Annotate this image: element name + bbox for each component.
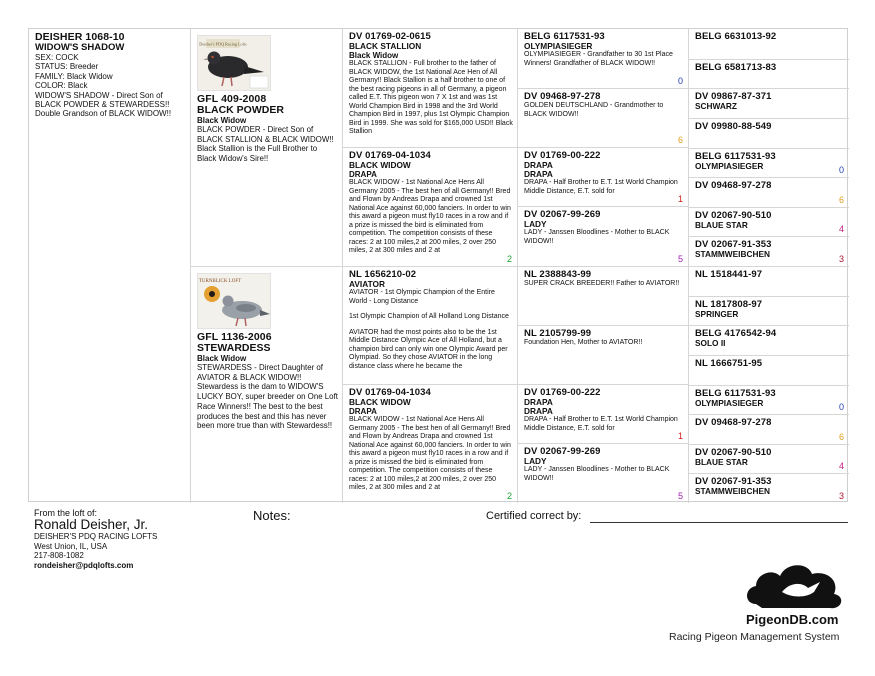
gen4-id: BELG 6117531-93 (695, 387, 776, 399)
gen4-cell (688, 414, 849, 444)
gen2-description: BLACK WIDOW - 1st National Ace Hens All Germany 2005 - The best hen of all Germany!! Bred and Flown by Andreas Drapa and crowned 1st National Ace against 60,000 fanciers. In order to win this award a pigeon must fly10 races in a row and if a prize is missed the bird is eliminated from competition. The competition consists of these races: 2 at 100 miles,2 at 200 miles, 2 over 250 miles, 2 at 300 miles and 2 at (349, 416, 511, 491)
gen4-id: BELG 6117531-93 (695, 150, 776, 162)
gen3-cell (517, 384, 688, 443)
generation-number: 4 (838, 461, 844, 472)
loft-phone: 217-808-1082 (34, 551, 84, 560)
gen3-description: SUPER CRACK BREEDER!! Father to AVIATOR!! (524, 280, 680, 287)
gen4-name: STAMMWEIBCHEN (695, 249, 770, 260)
gen4-id: BELG 4176542-94 (695, 328, 777, 340)
gen2-description-line: AVIATOR had the most points also to be the 1st Middle Distance Olympic Ace of All Holland, but a champion bird can only win one Olympic Award per Olympiad. So they chose AVIATOR in the long distance class where he became the (349, 328, 508, 370)
gen3-description: DRAPA - Half Brother to E.T. 1st World Champion Middle Distance, E.T. sold for (524, 179, 678, 195)
dam-id: GFL 1136-2006 (197, 331, 272, 343)
brand-name[interactable]: PigeonDB.com (746, 612, 839, 627)
gen3-id: DV 09468-97-278 (524, 91, 601, 102)
gen4-id: DV 02067-90-510 (695, 446, 772, 458)
gen3-description: DRAPA - Half Brother to E.T. 1st World Champion Middle Distance, E.T. sold for (524, 416, 678, 432)
dam-photo (197, 273, 271, 329)
subject-family: FAMILY: Black Widow (35, 71, 113, 81)
gen4-name: OLYMPIASIEGER (695, 397, 764, 408)
gen4-id: NL 1817808-97 (695, 298, 763, 310)
gen4-id: DV 02067-90-510 (695, 209, 772, 221)
gen3-name: DRAPA (524, 397, 553, 407)
pigeon-photo-icon (198, 36, 271, 91)
subject-sex: SEX: COCK (35, 53, 79, 62)
gen3-cell (517, 325, 688, 384)
gen4-name: OLYMPIASIEGER (695, 160, 764, 171)
gen2-id: DV 01769-04-1034 (349, 150, 431, 161)
loft-city: West Union, IL, USA (34, 541, 108, 551)
loft-name: DEISHER'S PDQ RACING LOFTS (34, 532, 158, 541)
gen2-cell (342, 29, 517, 147)
gen3-cell (517, 266, 688, 325)
gen4-cell (688, 444, 849, 474)
gen3-cell (517, 29, 688, 88)
pedigree-chart (28, 28, 848, 502)
generation-number: 6 (838, 194, 844, 205)
gen4-cell (688, 236, 849, 266)
gen4-id: DV 09867-87-371 (695, 91, 772, 103)
gen2-cell (342, 384, 517, 503)
gen4-id: NL 1666751-95 (695, 357, 763, 369)
owner-block (34, 508, 157, 570)
generation-number: 5 (677, 254, 683, 264)
gen4-cell (688, 118, 849, 148)
generation-number: 5 (677, 491, 683, 501)
gen3-family: DRAPA (524, 169, 553, 179)
gen4-cell (688, 207, 849, 237)
sire-photo-caption: Deisher's PDQ Racing Lofts (199, 41, 247, 47)
subject-details (35, 53, 186, 119)
generation-number: 0 (838, 165, 844, 176)
gen4-id: BELG 6631013-92 (695, 31, 777, 42)
gen3-description: OLYMPIASIEGER - Grandfather to 30 1st Place Winners! Grandfather of BLACK WIDOW!! (524, 51, 673, 67)
generation-number: 1 (677, 431, 683, 441)
sire-id: GFL 409-2008 (197, 93, 267, 105)
gen3-id: BELG 6117531-93 (524, 31, 605, 42)
gen2-name: BLACK WIDOW (349, 397, 411, 407)
gen2-name: BLACK WIDOW (349, 160, 411, 170)
gen4-name: BLAUE STAR (695, 219, 748, 230)
gen2-description (349, 289, 513, 371)
gen4-id: DV 09468-97-278 (695, 180, 772, 192)
gen3-name: DRAPA (524, 160, 553, 170)
gen3-id: NL 2388843-99 (524, 269, 592, 280)
gen2-family: Black Widow (349, 51, 399, 60)
subject-color: COLOR: Black (35, 81, 88, 91)
signature-line[interactable] (590, 522, 848, 523)
gen3-id: DV 02067-99-269 (524, 446, 601, 457)
gen3-id: DV 02067-99-269 (524, 209, 601, 220)
gen4-cell (688, 325, 849, 355)
gen2-description-line: 1st Olympic Champion of All Holland Long Distance (349, 313, 509, 320)
generation-number: 0 (677, 76, 683, 86)
gen3-description: LADY - Janssen Bloodlines - Mother to BLACK WIDOW!! (524, 229, 670, 245)
gen3-cell (517, 88, 688, 147)
sire-family: Black Widow (197, 116, 247, 125)
certified-label: Certified correct by: (486, 510, 582, 522)
gen4-name: SCHWARZ (695, 101, 737, 112)
generation-number: 6 (838, 431, 844, 442)
gen2-cell (342, 266, 517, 384)
sire-cell (190, 29, 342, 266)
brand-tagline: Racing Pigeon Management System (669, 631, 840, 643)
generation-number: 2 (506, 254, 512, 264)
gen2-id: NL 1656210-02 (349, 269, 417, 280)
gen4-name: BLAUE STAR (695, 456, 748, 467)
gen3-description: LADY - Janssen Bloodlines - Mother to BLACK WIDOW!! (524, 466, 670, 482)
gen4-id: DV 09468-97-278 (695, 417, 772, 429)
gen4-id: NL 1518441-97 (695, 269, 763, 280)
generation-number: 2 (506, 491, 512, 501)
gen4-cell (688, 355, 849, 385)
gen2-id: DV 01769-04-1034 (349, 387, 431, 398)
subject-cell (29, 29, 190, 503)
gen4-name: SPRINGER (695, 308, 739, 319)
gen3-cell (517, 147, 688, 206)
gen4-cell (688, 473, 849, 503)
gen3-name: OLYMPIASIEGER (524, 41, 593, 51)
subject-id: DEISHER 1068-10 (35, 31, 125, 43)
generation-number: 0 (838, 402, 844, 413)
sire-description: BLACK POWDER - Direct Son of BLACK STALLION & BLACK WIDOW!! Black Stallion is the Full Brother to Black Widow's Sire!! (197, 125, 334, 164)
gen2-id: DV 01769-02-0615 (349, 31, 431, 42)
gen4-name: STAMMWEIBCHEN (695, 486, 770, 497)
generation-number: 1 (677, 194, 683, 204)
generation-number: 6 (677, 135, 683, 145)
sire-name: BLACK POWDER (197, 104, 284, 116)
gen3-family: DRAPA (524, 406, 553, 416)
gen3-description: Foundation Hen, Mother to AVIATOR!! (524, 339, 643, 346)
gen4-cell (688, 88, 849, 118)
from-label: From the loft of: (34, 508, 98, 518)
generation-number: 4 (838, 224, 844, 235)
dam-cell (190, 266, 342, 503)
generation-number: 3 (838, 491, 844, 501)
gen3-cell (517, 206, 688, 266)
gen4-id: DV 02067-91-353 (695, 476, 772, 488)
gen4-id: BELG 6581713-83 (695, 61, 777, 73)
gen4-cell (688, 266, 849, 296)
gen4-cell (688, 59, 849, 89)
gen3-cell (517, 443, 688, 503)
gen3-id: DV 01769-00-222 (524, 150, 601, 161)
pigeondb-logo (742, 552, 848, 617)
gen4-cell (688, 296, 849, 326)
gen3-name: LADY (524, 219, 547, 229)
gen2-family: DRAPA (349, 170, 377, 179)
pigeon-photo-icon (198, 274, 271, 329)
gen2-description: BLACK STALLION - Full brother to the father of BLACK WIDOW, the 1st National Ace Hen of All Germany!! Black Stallion is a half brother to one of the best racing pigeons in all of Germany, a pigeon called E.T. This pigeon won 7 X 1st and was 1st World Champion Bird in 1998 and the 3rd World Champion Bird in 1997, plus 1st Olympic Champion Bird in 1999. She was sold for $165,000 USD!! Black Stallion (349, 60, 513, 135)
pigeon-cloud-logo-icon (742, 552, 848, 612)
gen4-cell (688, 148, 849, 178)
dam-family: Black Widow (197, 354, 247, 363)
gen2-description-line: AVIATOR - 1st Olympic Champion of the Entire World - Long Distance (349, 289, 495, 305)
gen3-id: NL 2105799-99 (524, 328, 592, 339)
subject-status: STATUS: Breeder (35, 62, 99, 72)
gen3-description: GOLDEN DEUTSCHLAND - Grandmother to BLACK WIDOW!! (524, 102, 664, 118)
gen4-id: DV 02067-91-353 (695, 239, 772, 251)
gen2-family: DRAPA (349, 407, 377, 416)
gen4-cell (688, 385, 849, 415)
dam-name: STEWARDESS (197, 342, 271, 354)
gen2-name: BLACK STALLION (349, 41, 422, 51)
gen3-name: LADY (524, 456, 547, 466)
gen2-name: AVIATOR (349, 279, 385, 289)
subject-note: WIDOW'S SHADOW - Direct Son of BLACK POWDER & STEWARDESS!! Double Grandson of BLACK WIDOW!! (35, 90, 172, 119)
gen2-cell (342, 147, 517, 266)
generation-number: 3 (838, 254, 844, 264)
dam-description: STEWARDESS - Direct Daughter of AVIATOR & BLACK WIDOW!! Stewardess is the dam to WIDOW'S LUCKY BOY, super breeder on One Loft Race Winners!! The best to the best produces the best and this has never been more true than with Stewardess!! (197, 363, 338, 431)
gen2-description: BLACK WIDOW - 1st National Ace Hens All Germany 2005 - The best hen of all Germany!! Bred and Flown by Andreas Drapa and crowned 1st National Ace against 60,000 fanciers. In order to win this award a pigeon must fly10 races in a row and if a prize is missed the bird is eliminated from competition. The competition consists of these races: 2 at 100 miles,2 at 200 miles, 2 over 250 miles, 2 at 300 miles and 2 at (349, 179, 511, 254)
gen4-cell (688, 177, 849, 207)
notes-label: Notes: (253, 508, 291, 523)
sire-photo (197, 35, 271, 91)
subject-name: WIDOW'S SHADOW (35, 42, 125, 53)
gen4-name: SOLO II (695, 338, 726, 349)
dam-photo-caption: TURNBLICK LOFT (198, 279, 242, 284)
gen3-id: DV 01769-00-222 (524, 387, 601, 398)
gen4-cell (688, 29, 849, 59)
gen4-id: DV 09980-88-549 (695, 120, 772, 132)
owner-name: Ronald Deisher, Jr. (34, 517, 149, 532)
loft-email[interactable]: rondeisher@pdqlofts.com (34, 560, 134, 570)
